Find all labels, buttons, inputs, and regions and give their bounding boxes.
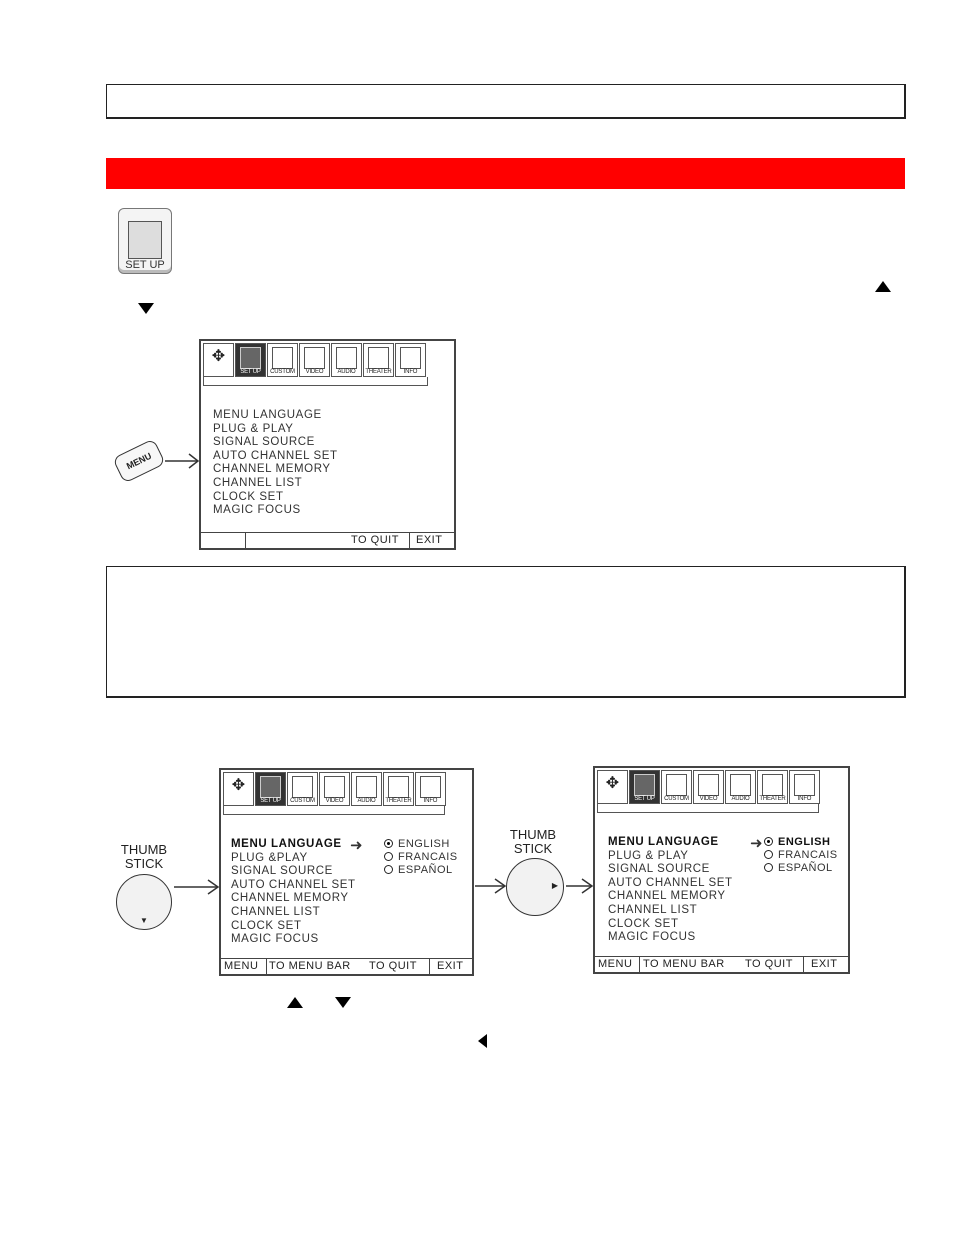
menu-item: AUTO CHANNEL SET xyxy=(608,876,733,889)
menu-icon-caption: CUSTOM xyxy=(270,369,295,375)
menu-item: MAGIC FOCUS xyxy=(608,931,696,944)
menu-item-selected: MENU LANGUAGE xyxy=(231,838,342,850)
thumb-stick-label: THUMB STICK xyxy=(509,827,557,856)
menu-item: PLUG & PLAY xyxy=(213,422,294,435)
menu-icon-caption: INFO xyxy=(797,796,812,802)
pointer-arrow-icon: ➜ xyxy=(750,835,763,852)
thumb-stick-label: THUMB STICK xyxy=(120,842,168,871)
menu-icon-caption: SET UP xyxy=(260,798,281,804)
menu-icon-caption: INFO xyxy=(403,369,418,375)
menu-icon-caption: THEATER xyxy=(385,798,412,804)
menu-item-selected: MENU LANGUAGE xyxy=(608,836,719,848)
language-option-label: FRANCAIS xyxy=(398,851,458,863)
menu-item: SIGNAL SOURCE xyxy=(231,865,333,878)
menu-item: CHANNEL MEMORY xyxy=(231,892,349,905)
menu-icon-caption: SET UP xyxy=(634,796,655,802)
language-option-label: ESPAÑOL xyxy=(778,862,833,874)
menu-icon-caption: CUSTOM xyxy=(290,798,315,804)
status-menu: MENU xyxy=(598,958,633,970)
setup-button-label: SET UP xyxy=(125,259,165,271)
menu-item: AUTO CHANNEL SET xyxy=(231,878,356,891)
menu-icon-caption: CUSTOM xyxy=(664,796,689,802)
triangle-down-icon xyxy=(335,997,351,1008)
menu-icon-caption: INFO xyxy=(423,798,438,804)
menu-item: CLOCK SET xyxy=(213,490,284,503)
menu-icon-caption: AUDIO xyxy=(357,798,376,804)
status-exit: EXIT xyxy=(437,960,464,972)
menu-item: CHANNEL LIST xyxy=(231,905,321,918)
navigation-arrows-icon: ✥ xyxy=(223,772,254,806)
menu-item: PLUG &PLAY xyxy=(231,851,308,864)
menu-icon-caption: THEATER xyxy=(365,369,392,375)
status-exit: EXIT xyxy=(416,534,443,546)
menu-icon-caption: AUDIO xyxy=(731,796,750,802)
menu-icon-caption: THEATER xyxy=(759,796,786,802)
menu-item: CLOCK SET xyxy=(231,919,302,932)
language-option-label: ESPAÑOL xyxy=(398,864,453,876)
menu-key-label: MENU xyxy=(124,450,154,472)
menu-item: MAGIC FOCUS xyxy=(213,504,301,517)
menu-item: CHANNEL LIST xyxy=(608,903,698,916)
menu-icon-caption: VIDEO xyxy=(305,369,324,375)
menu-item: AUTO CHANNEL SET xyxy=(213,449,338,462)
menu-icon-caption: VIDEO xyxy=(325,798,344,804)
menu-icon-caption: AUDIO xyxy=(337,369,356,375)
menu-item: CHANNEL MEMORY xyxy=(213,463,331,476)
language-option-label: ENGLISH xyxy=(398,838,450,850)
menu-item: MENU LANGUAGE xyxy=(213,409,322,421)
navigation-arrows-icon: ✥ xyxy=(203,343,234,377)
language-option-label: FRANCAIS xyxy=(778,849,838,861)
triangle-up-icon xyxy=(287,997,303,1008)
triangle-left-icon xyxy=(478,1034,487,1048)
menu-item: MAGIC FOCUS xyxy=(231,933,319,946)
status-exit: EXIT xyxy=(811,958,838,970)
down-indicator-icon: ▼ xyxy=(140,916,148,925)
menu-item: CHANNEL LIST xyxy=(213,476,303,489)
status-to-menu-bar: TO MENU BAR xyxy=(269,960,351,972)
menu-icon-caption: VIDEO xyxy=(699,796,718,802)
status-quit: TO QUIT xyxy=(369,960,417,972)
status-menu: MENU xyxy=(224,960,259,972)
status-to-menu-bar: TO MENU BAR xyxy=(643,958,725,970)
menu-item: PLUG & PLAY xyxy=(608,849,689,862)
menu-item: CHANNEL MEMORY xyxy=(608,890,726,903)
language-option-label: ENGLISH xyxy=(778,836,831,848)
status-quit: TO QUIT xyxy=(745,958,793,970)
pointer-arrow-icon: ➜ xyxy=(350,837,363,854)
menu-item: SIGNAL SOURCE xyxy=(608,863,710,876)
right-indicator-icon: ▶ xyxy=(551,881,558,890)
status-quit: TO QUIT xyxy=(351,534,399,546)
menu-item: SIGNAL SOURCE xyxy=(213,436,315,449)
navigation-arrows-icon: ✥ xyxy=(597,770,628,804)
menu-item: CLOCK SET xyxy=(608,917,679,930)
menu-icon-caption: SET UP xyxy=(240,369,261,375)
